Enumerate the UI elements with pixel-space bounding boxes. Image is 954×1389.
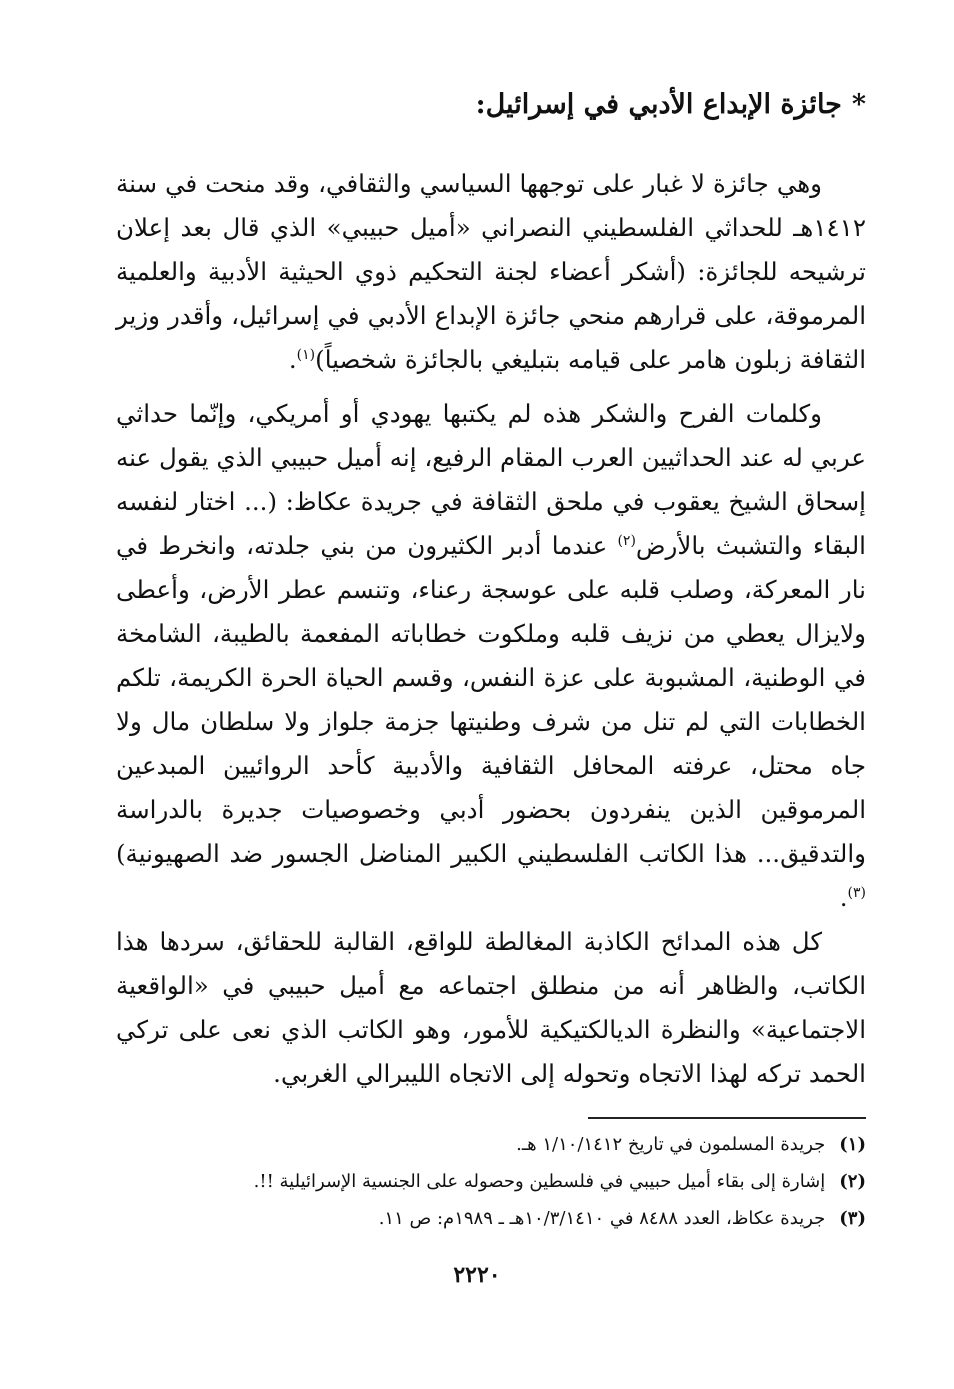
paragraph-2-text-a: وكلمات الفرح والشكر هذه لم يكتبها يهودي أو أمريكي، وإنّما حداثي عربي له عند الحداثيين العرب المقام الرفيع، إنه أميل حبيبي الذي يقول عنه إسحاق الشيخ يعقوب في ملحق الثقافة في جريدة عكاظ: (... اختار لنفسه البقاء والتشبث بالأرض [116, 399, 866, 560]
paragraph-1 [116, 162, 866, 382]
footnote-1-number: (١) [839, 1134, 866, 1155]
footnote-2-text: إشارة إلى بقاء أميل حبيبي في فلسطين وحصوله على الجنسية الإسرائيلية !!. [253, 1171, 826, 1192]
footnote-1-text: جريدة المسلمون في تاريخ ١/١٠/١٤١٢ هـ. [516, 1134, 826, 1155]
heading-bullet: * [851, 89, 866, 120]
footnote-divider [588, 1117, 866, 1119]
heading-title: جائزة الإبداع الأدبي في إسرائيل: [475, 89, 842, 120]
paragraph-2-text-b: عندما أدبر الكثيرون من بني جلدته، وانخرط في نار المعركة، وصلب قلبه على عوسجة رعناء، وتنسم عطر الأرض، وأعطى ولايزال يعطي من نزيف قلبه وملكوت خطاباته المفعمة بالطيبة، الشامخة في الوطنية، المشبوبة على عزة النفس، وقسم الحياة الحرة الكريمة، تلكم الخطابات التي لم تنل من شرف وطنيتها جزمة جلواز ولا سلطان مال ولا جاه محتل، عرفته المحافل الثقافية والأدبية كأحد الروائيين المبدعين المرموقين الذين ينفردون بحضور أدبي وخصوصيات جديرة بالدراسة والتدقيق... هذا الكاتب الفلسطيني الكبير المناضل الجسور ضد الصهيونية) [116, 531, 866, 868]
section-heading [120, 80, 866, 130]
paragraph-2-tail: . [839, 883, 848, 912]
paragraph-2 [116, 392, 866, 920]
paragraph-1-tail: . [288, 345, 297, 374]
footnote-3 [106, 1200, 866, 1237]
paragraph-3-text: كل هذه المدائح الكاذبة المغالطة للواقع، القالبة للحقائق، سردها هذا الكاتب، والظاهر أنه من منطلق اجتماعه مع أميل حبيبي في «الواقعية الاجتماعية» والنظرة الديالكتيكية للأمور، وهو الكاتب الذي نعى على تركي الحمد تركه لهذا الاتجاه وتحوله إلى الاتجاه الليبرالي الغربي. [116, 927, 866, 1088]
footnote-ref-1: (١) [296, 346, 316, 363]
footnote-2-number: (٢) [839, 1171, 866, 1192]
footnote-3-text: جريدة عكاظ، العدد ٨٤٨٨ في ١٠/٣/١٤١٠هـ ـ ١٩٨٩م: ص ١١. [378, 1208, 826, 1229]
footnotes [106, 1126, 866, 1237]
footnote-2 [106, 1163, 866, 1200]
footnote-ref-2: (٢) [617, 532, 636, 549]
footnote-ref-3: (٣) [847, 884, 866, 901]
footnote-3-number: (٣) [839, 1208, 866, 1229]
paragraph-1-text: وهي جائزة لا غبار على توجهها السياسي والثقافي، وقد منحت في سنة ١٤١٢هـ للحداثي الفلسطيني النصراني «أميل حبيبي» الذي قال بعد إعلان ترشيحه للجائزة: (أشكر أعضاء لجنة التحكيم ذوي الحيثية الأدبية والعلمية المرموقة، على قرارهم منحي جائزة الإبداع الأدبي في إسرائيل، وأقدر وزير الثقافة زبلون هامر على قيامه بتبليغي بالجائزة شخصياً) [116, 169, 866, 374]
page-number: ٢٢٢٠ [453, 1262, 501, 1288]
footnote-1 [106, 1126, 866, 1163]
paragraph-3 [116, 920, 866, 1096]
